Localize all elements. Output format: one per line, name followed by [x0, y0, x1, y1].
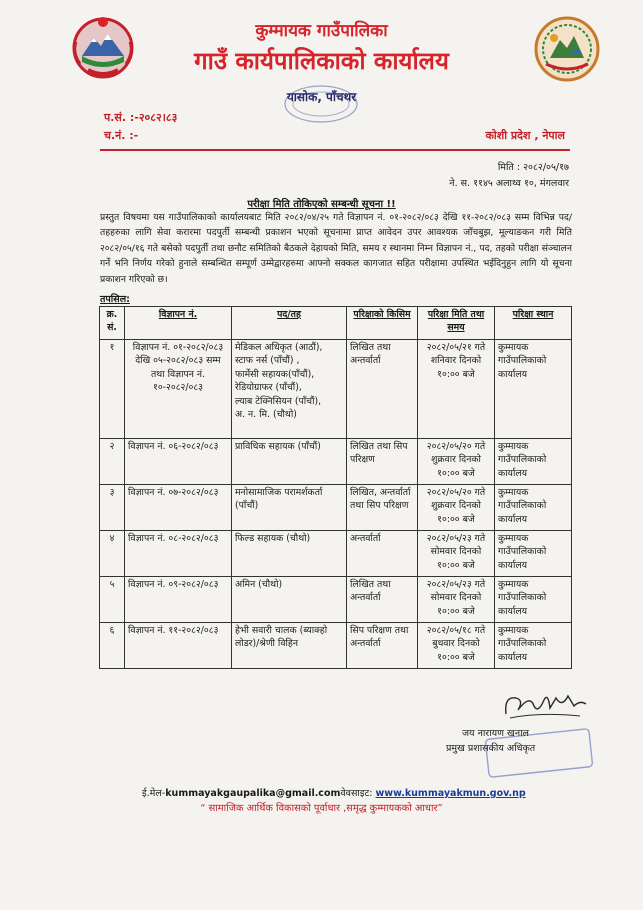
- row-date-time: २०८२/०५/२३ गते सोमवार दिनको १०:०० बजे: [418, 577, 495, 623]
- row-ad-no: विज्ञापन नं. ०८-२०८२/०८३: [125, 531, 232, 577]
- row-venue: कुम्मायक गाउँपालिकाको कार्यालय: [495, 577, 572, 623]
- header-date-time-label: परिक्षा मिति तथा समय: [427, 309, 485, 334]
- row-date-time: २०८२/०५/१८ गते बुधवार दिनको १०:०० बजे: [418, 623, 495, 669]
- header-exam-type: [347, 307, 418, 340]
- table-row: [100, 439, 572, 485]
- table-row: [100, 485, 572, 531]
- row-post: [232, 439, 347, 485]
- municipality-name: कुम्मायक गाउँपालिका: [255, 21, 388, 41]
- header-date-time: [418, 307, 495, 340]
- post-line: मेडिकल अधिकृत (आठौं),: [235, 342, 323, 353]
- row-exam-type: लिखित तथा सिप परिक्षण: [347, 439, 418, 485]
- row-sn: ६: [100, 623, 125, 669]
- header-ad-no-label: विज्ञापन नं.: [158, 309, 198, 320]
- post-line: रेडियोग्राफर (पाँचौं),: [235, 382, 302, 394]
- row-date-time: २०८२/०५/२१ गते शनिवार दिनको १०:०० बजे: [418, 340, 495, 439]
- office-title: गाउँ कार्यपालिकाको कार्यालय: [194, 46, 449, 75]
- row-venue: कुम्मायक गाउँपालिकाको कार्यालय: [495, 340, 572, 439]
- row-sn: ४: [100, 531, 125, 577]
- header-divider: [100, 149, 570, 151]
- row-ad-no: विज्ञापन नं. ०७-२०८२/०८३: [125, 485, 232, 531]
- notice-subject: परीक्षा मिति तोकिएको सम्बन्धी सूचना !!: [247, 199, 396, 210]
- post-line: ल्याब टेक्निसियन (पाँचौं),: [235, 395, 322, 407]
- post-line: अ. न. मि. (चौथो): [235, 409, 297, 421]
- post-line: मनोसामाजिक परामर्शकर्ता (पाँचौं): [235, 487, 323, 512]
- header-post: [232, 307, 347, 340]
- row-sn: १: [100, 340, 125, 439]
- post-line: फिल्ड सहायक (चौथो): [235, 533, 311, 544]
- row-ad-no: विज्ञापन नं. ०१-२०८२/०८३ देखि ०५-२०८२/०८३ सम्म तथा विज्ञापन नं. १०-२०८२/०८३: [125, 340, 232, 439]
- header-venue: [495, 307, 572, 340]
- nepal-sambat-date: ने. स. ११४५ अलाथ्व १०, मंगलवार: [449, 178, 569, 189]
- row-exam-type: सिप परिक्षण तथा अन्तर्वार्ता: [347, 623, 418, 669]
- post-line: प्राविधिक सहायक (पाँचौं): [235, 441, 321, 452]
- exam-schedule-table: [99, 306, 572, 669]
- row-sn: ३: [100, 485, 125, 531]
- row-date-time: २०८२/०५/२० गते शुक्रवार दिनको १०:०० बजे: [418, 439, 495, 485]
- row-ad-no: विज्ञापन नं. ११-२०८२/०८३: [125, 623, 232, 669]
- row-exam-type: अन्तर्वार्ता: [347, 531, 418, 577]
- row-exam-type: लिखित तथा अन्तर्वार्ता: [347, 577, 418, 623]
- signature-icon: [500, 688, 590, 722]
- row-post: [232, 623, 347, 669]
- header-exam-type-label: परिक्षाको किसिम: [353, 309, 411, 320]
- row-date-time: २०८२/०५/२० गते शुक्रवार दिनको १०:०० बजे: [418, 485, 495, 531]
- signatory-title: प्रमुख प्रशासकीय अधिकृत: [446, 743, 536, 754]
- row-post: [232, 577, 347, 623]
- row-venue: कुम्मायक गाउँपालिकाको कार्यालय: [495, 531, 572, 577]
- table-row: [100, 340, 572, 439]
- bs-date: मिति : २०८२/०५/१७: [497, 162, 569, 173]
- footer-motto: “ सामाजिक आर्थिक विकासको पूर्वाधार ,समृद्ध कुम्मायकको आधार”: [200, 803, 443, 814]
- table-row: [100, 577, 572, 623]
- post-line: स्टाफ नर्स (पाँचौं) ,: [235, 355, 300, 367]
- post-line: फार्मेसी सहायक(पाँचौं),: [235, 368, 315, 380]
- header-post-label: पद/तह: [277, 309, 301, 320]
- row-exam-type: लिखित, अन्तर्वार्ता तथा सिप परिक्षण: [347, 485, 418, 531]
- email-label: ई.मेल-: [142, 788, 166, 799]
- dispatch-number: च.नं. :-: [104, 129, 139, 142]
- header-ad-no: [125, 307, 232, 340]
- website-label: वेवसाइट:: [340, 788, 373, 799]
- row-sn: २: [100, 439, 125, 485]
- website-link[interactable]: www.kummayakmun.gov.np: [375, 788, 526, 799]
- footer-contact: [142, 786, 526, 799]
- table-row: [100, 531, 572, 577]
- row-ad-no: विज्ञापन नं. ०६-२०८२/०८३: [125, 439, 232, 485]
- row-venue: कुम्मायक गाउँपालिकाको कार्यालय: [495, 623, 572, 669]
- notice-body: प्रस्तुत विषयमा यस गाउँपालिकाको कार्यालयबाट मिति २०८२/०४/२५ गते विज्ञापन नं. ०१-२०८२/०८३ देखि ११-२०८२/०८३ सम्म विभिन्न पद/ तहहरुका लागि सेवा करारमा पदपुर्ती सम्बन्धी प्रकाशन भएको सूचनामा प्राप्त आवेदन उपर आवश्यक जाँचबुझ, मूल्याङकन गरी मिति २०८२/०५/१६ गते बसेको पदपुर्ती तथा छनौट समितिको बैठकले देहायको मिति, समय र स्थानमा निम्न विज्ञापन नं., पद, तहको परीक्षा संञ्चालन गर्ने भनि निर्णय गरेको हुनाले सम्बन्धित सम्पूर्ण उम्मेद्वारहरुमा आफ्नो सक्कल कागजात सहित परीक्षामा उपस्थित भईदिनुहुन लागि यो सूचना प्रकाशन गरिएको छ।: [100, 212, 572, 285]
- email-link[interactable]: kummayakgaupalika@gmail.com: [165, 788, 341, 799]
- row-post: [232, 531, 347, 577]
- province-label: कोशी प्रदेश , नेपाल: [485, 129, 565, 142]
- office-location: यासोक, पाँचथर: [286, 90, 357, 104]
- row-date-time: २०८२/०५/२३ गते सोमवार दिनको १०:०० बजे: [418, 531, 495, 577]
- table-header-row: [100, 307, 572, 340]
- post-line: हेभी सवारी चालक (ब्याक्हो लोडर)/श्रेणी विहिन: [235, 625, 328, 650]
- row-venue: कुम्मायक गाउँपालिकाको कार्यालय: [495, 439, 572, 485]
- table-row: [100, 623, 572, 669]
- row-exam-type: लिखित तथा अन्तर्वार्ता: [347, 340, 418, 439]
- row-sn: ५: [100, 577, 125, 623]
- row-post: [232, 340, 347, 439]
- header-sn: क्र. सं.: [100, 307, 125, 340]
- signatory-name: जय नारायण खनाल: [462, 728, 530, 739]
- post-line: अमिन (चौथो): [235, 579, 283, 590]
- header-venue-label: परिक्षा स्थान: [512, 309, 554, 320]
- reference-number: प.सं. :-२०८२।८३: [104, 111, 178, 124]
- details-label: तपसिल:: [100, 294, 130, 305]
- row-venue: कुम्मायक गाउँपालिकाको कार्यालय: [495, 485, 572, 531]
- row-post: [232, 485, 347, 531]
- row-ad-no: विज्ञापन नं. ०९-२०८२/०८३: [125, 577, 232, 623]
